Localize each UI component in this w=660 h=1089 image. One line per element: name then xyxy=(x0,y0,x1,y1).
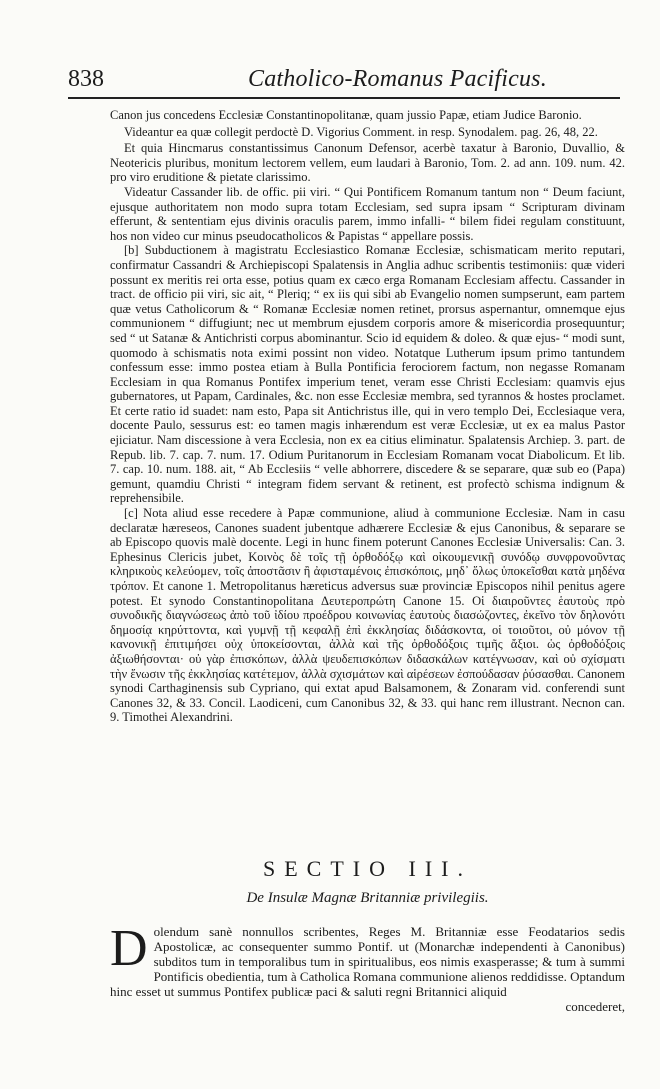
body-text xyxy=(110,108,625,725)
page-header xyxy=(68,66,620,96)
section-subtitle: De Insulæ Magnæ Britanniæ privilegiis. xyxy=(246,890,489,906)
section-text xyxy=(110,920,625,1014)
running-title: Catholico-Romanus Pacificus. xyxy=(248,66,547,92)
header-rule xyxy=(68,97,620,99)
paragraph-6: [c] Nota aliud esse recedere à Papæ communione, aliud à communione Ecclesiæ. Nam in casu declaratæ hæreseos, Canones suadent jubentque adhærere Ecclesiæ & ejus Canonibus, & separare se ab Episcopo quovis malè docente. Legi in hunc finem poterunt Canones Ecclesiæ Universalis: Can. 3. Ephesinus Clericis jubet, Κοινὸς δὲ τοῖς τῇ ὀρθοδόξῳ καὶ οἰκουμενικῇ συνόδῳ συνφρονοῦντας κληρικοὺς κελεύομεν, τοῖς ἀποστᾶσιν ἢ ἀφισταμένοις ἐπισκόποις, μηδ᾽ ὅλως ὑποκεῖσθαι κατὰ μηδένα τρόπον. Et canone 1. Metropolitanus hæreticus adversus suæ provinciæ Episcopos nihil penitus agere potest. Et synodo Constantinopolitana Δευτεροπρώτη Canone 15. Οἱ διαιροῦντες ἑαυτοὺς πρὸ συνοδικῆς διαγνώσεως ἀπὸ τοῦ ἰδίου προέδρου κοινωνίας ἑαυτοὺς διασώζοντες, ἐκεῖνο τὸν δηλονότι δημοσίᾳ κηρύττοντα, καὶ γυμνῇ τῇ κεφαλῇ ἐπὶ ἐκκλησίας διδάσκοντα, οἱ τοιοῦτοι, οὐ μόνον τῇ κανονικῇ ἐπιτιμήσει οὐχ ὑποκείσονται, ἀλλὰ καὶ τῆς ὀρθοδόξοις τιμῆς ἄξιοι. ὡς ὀρθοδόξοις ἀξιωθήσονται· οὐ γὰρ ἐπισκόπων, ἀλλὰ ψευδεπισκόπων διδασκάλων κατέγνωσαν, καὶ οὐ σχίσματι τὴν ἕνωσιν τῆς ἐκκλησίας κατέτεμον, ἀλλὰ σχισμάτων καὶ αἱρέσεων ἐσπούδασαν ῥύσασθαι. Canonem synodi Carthaginensis sub Cypriano, qui extat apud Balsamonem, & Zonaram vid. conferendi sunt Canones 32, & 33. Concil. Laodiceni, cum Canonibus 32, & 33. qui hanc rem illustrant. Necnon can. 9. Timothei Alexandrini. xyxy=(110,506,625,725)
drop-cap: D xyxy=(110,920,148,977)
paragraph-1: Canon jus concedens Ecclesiæ Constantinopolitanæ, quam jussio Papæ, etiam Judice Baronio. xyxy=(110,108,582,122)
paragraph-5: [b] Subductionem à magistratu Ecclesiastico Romanæ Ecclesiæ, schismaticam merito reputari, confirmatur Cassandri & Archiepiscopi Spalatensis in Anglia adhuc scribentis testimoniis: quæ videri possunt ex meritis rei orta esse, potius quam ex cæco erga Romanam Ecclesiam affectu. Cassander in tract. de officio pii viri, sic ait, “ Pleriq; “ ex iis qui sibi ab Evangelio nomen sumpserunt, eam partem quæ vetus Catholicorum & “ Romanæ Ecclesiæ nomen retinet, prorsus aspernantur, omnemque ejus communionem “ diffugiunt; nec ut membrum ejusdem corporis amore & misericordia prosequuntur; sed “ ut Satanæ & Antichristi corpus abominantur. Scio id equidem & doleo. & quæ ejus- “ modi sunt, quomodo à schismatis nota eximi possint non video. Notatque Lutherum ipsum primo tantundem confessum esse: immo postea etiam à Bulla Pontificia ferociorem factum, non negasse Romanam Ecclesiam in qua Romanus Pontifex imperium tenet, veram esse Christi Ecclesiam: quamvis ejus gubernatores, ut Papam, Cardinales, &c. non esse Ecclesiæ membra, sed tyrannos & hostes proclamet. Et certe ratio id suadet: nam esto, Papa sit Antichristus ille, qui in vero templo Dei, Ecclesiaque vera, docente Paulo, sessurus est: eo tamen magis inhærendum est veræ Ecclesiæ, ut ex ea malus Pastor ejiciatur. Nam discessione à vera Ecclesia, non ex ea citius eliminatur. Spalatensis Archiep. 3. part. de Repub. lib. 7. cap. 7. num. 17. Odium Puritanorum in Ecclesiam Romanam vocat Diabolicum. Et lib. 7. cap. 10. num. 188. ait, “ Ab Ecclesiis “ velle abhorrere, discedere & se separare, quæ sub eo (Papa) gemunt, quamdiu Christi “ integram fidem servant & retinent, est profectò schisma indignum & reprehensibile. xyxy=(110,243,625,506)
section-heading: SECTIO III. xyxy=(263,856,472,881)
paragraph-2: Videantur ea quæ collegit perdoctè D. Vigorius Comment. in resp. Synodalem. pag. 26, 48, 22. xyxy=(124,124,598,139)
catchword: concederet, xyxy=(565,999,625,1014)
section-paragraph: olendum sanè nonnullos scribentes, Reges M. Britanniæ esse Feodatarios sedis Apostolicæ, ac consequenter summo Pontif. ut (Monarchæ independenti à Canonibus) subditos tum in temporalibus tum in spiritualibus, eos nimis exasperasse; & tum à summi Pontificis obedientia, tum à Catholica Romana communione alienos reddidisse. Optandum hinc esset ut summus Pontifex publicæ paci & saluti regni Britannici aliquid xyxy=(110,924,625,999)
page-number: 838 xyxy=(68,66,104,92)
paragraph-3: Et quia Hincmarus constantissimus Canonum Defensor, acerbè taxatur à Baronio, Duvallio, & Neotericis pluribus, monitum lectorem vellem, eum laudari à Baronio, Tom. 2. ad ann. 109. num. 42. pro viro eruditione & pietate clarissimo. xyxy=(110,141,625,185)
paragraph-4: Videatur Cassander lib. de offic. pii viri. “ Qui Pontificem Romanum tantum non “ Deum faciunt, ejusque authoritatem non modo supra totam Ecclesiam, sed supra ipsam “ Scripturam divinam efferunt, & sententiam ejus divinis oraculis parem, immo infalli- “ bilem fidei regulam constituunt, hos non video cur minus pseudocatholicos & Papistas “ appellare possis. xyxy=(110,184,625,243)
